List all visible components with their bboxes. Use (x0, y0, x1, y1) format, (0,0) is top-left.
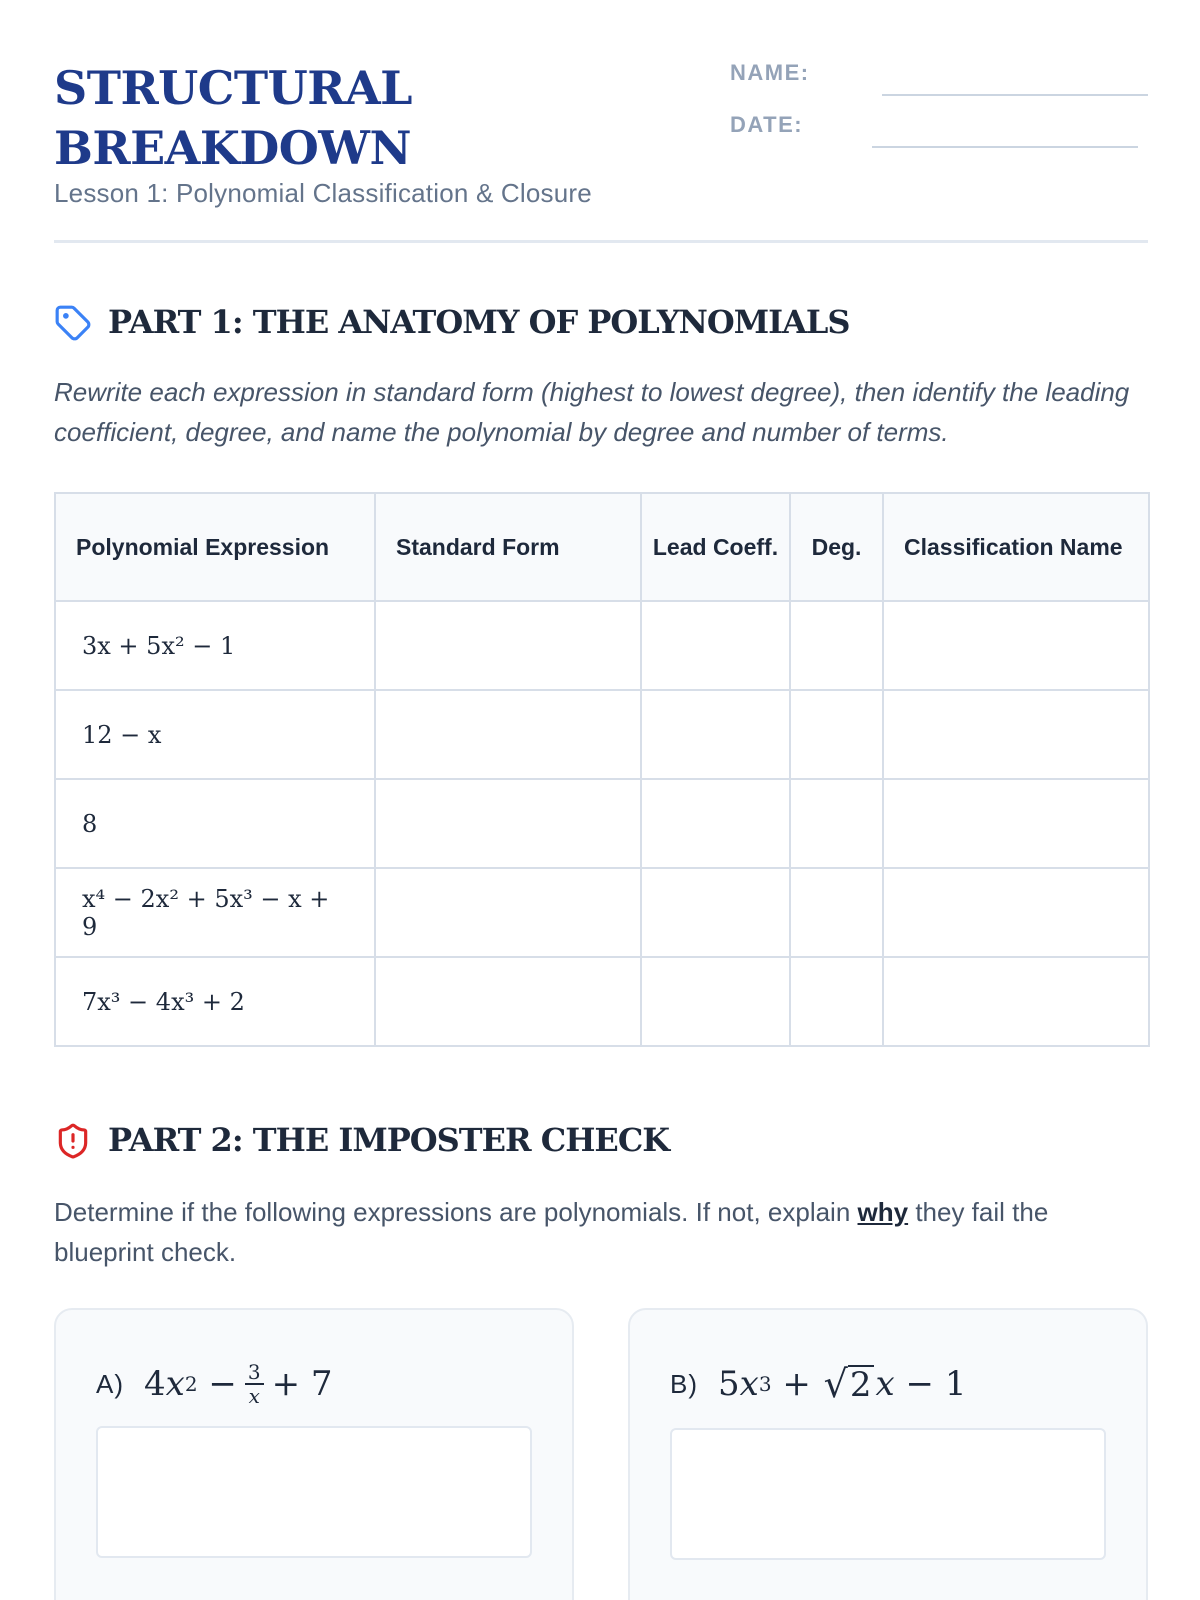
degree-cell[interactable] (790, 779, 883, 868)
emphasis-why: why (857, 1197, 909, 1227)
tag-icon (54, 304, 92, 342)
col-classification: Classification Name (883, 493, 1149, 601)
table-row (55, 868, 1149, 957)
classification-cell[interactable] (883, 779, 1149, 868)
standard-form-cell[interactable] (375, 601, 641, 690)
standard-form-cell[interactable] (375, 779, 641, 868)
col-expression: Polynomial Expression (55, 493, 375, 601)
part2-instructions-end: they fail the blueprint check. (54, 1197, 1049, 1267)
name-label: NAME: (730, 60, 810, 85)
part2-instructions-start: Determine if the following expressions are polynomials. If not, explain (54, 1197, 858, 1227)
answer-box[interactable] (670, 1428, 1106, 1560)
standard-form-cell[interactable] (375, 957, 641, 1046)
expression-cell: x⁴ − 2x² + 5x³ − x + 9 (55, 868, 375, 957)
expression-cell: 7x³ − 4x³ + 2 (55, 957, 375, 1046)
degree-cell[interactable] (790, 690, 883, 779)
table-row (55, 957, 1149, 1046)
table-row (55, 601, 1149, 690)
classification-cell[interactable] (883, 957, 1149, 1046)
part1-title: PART 1: THE ANATOMY OF POLYNOMIALS (108, 303, 850, 341)
lead-coeff-cell[interactable] (641, 601, 790, 690)
date-line[interactable] (872, 146, 1138, 148)
question-b (670, 1354, 1110, 1414)
degree-cell[interactable] (790, 601, 883, 690)
name-field[interactable] (730, 56, 1148, 96)
lead-coeff-cell[interactable] (641, 868, 790, 957)
col-standard-form: Standard Form (375, 493, 641, 601)
question-letter: A) (96, 1368, 124, 1399)
degree-cell[interactable] (790, 868, 883, 957)
question-expression: 5 x 3 + √ 2 x − 1 (718, 1362, 967, 1406)
title-line-1: STRUCTURAL (54, 61, 413, 115)
col-degree: Deg. (790, 493, 883, 601)
degree-cell[interactable] (790, 957, 883, 1046)
answer-box[interactable] (96, 1426, 532, 1558)
question-a (96, 1354, 536, 1414)
title-line-2: BREAKDOWN (54, 121, 412, 175)
date-field[interactable] (730, 108, 1148, 148)
classification-cell[interactable] (883, 601, 1149, 690)
part2-instructions (54, 1192, 1148, 1272)
lesson-subtitle: Lesson 1: Polynomial Classification & Closure (54, 178, 592, 208)
imposter-card-b (628, 1308, 1148, 1600)
lead-coeff-cell[interactable] (641, 690, 790, 779)
classification-cell[interactable] (883, 868, 1149, 957)
shield-alert-icon (54, 1122, 92, 1160)
expression-cell: 8 (55, 779, 375, 868)
standard-form-cell[interactable] (375, 868, 641, 957)
classification-cell[interactable] (883, 690, 1149, 779)
part1-heading (54, 300, 954, 344)
question-letter: B) (670, 1368, 698, 1399)
name-line[interactable] (882, 94, 1148, 96)
page-title (54, 58, 654, 178)
col-lead-coeff: Lead Coeff. (641, 493, 790, 601)
table-row (55, 690, 1149, 779)
question-expression: 4 x 2 − $\frac{3}{x}$ + 7 (144, 1360, 333, 1408)
part2-heading (54, 1118, 954, 1162)
worksheet-page (54, 0, 1148, 1600)
table-header-row (55, 493, 1149, 601)
polynomial-table (54, 492, 1150, 1047)
date-label: DATE: (730, 112, 804, 137)
expression-cell: 12 − x (55, 690, 375, 779)
table-row (55, 779, 1149, 868)
imposter-card-a (54, 1308, 574, 1600)
part1-instructions: Rewrite each expression in standard form (highest to lowest degree), then identify the leading coefficient, degree, and name the polynomial by degree and number of terms. (54, 377, 1130, 447)
expression-cell: 3x + 5x² − 1 (55, 601, 375, 690)
lead-coeff-cell[interactable] (641, 779, 790, 868)
standard-form-cell[interactable] (375, 690, 641, 779)
part2-title: PART 2: THE IMPOSTER CHECK (108, 1121, 670, 1159)
header-divider (54, 240, 1148, 243)
lead-coeff-cell[interactable] (641, 957, 790, 1046)
